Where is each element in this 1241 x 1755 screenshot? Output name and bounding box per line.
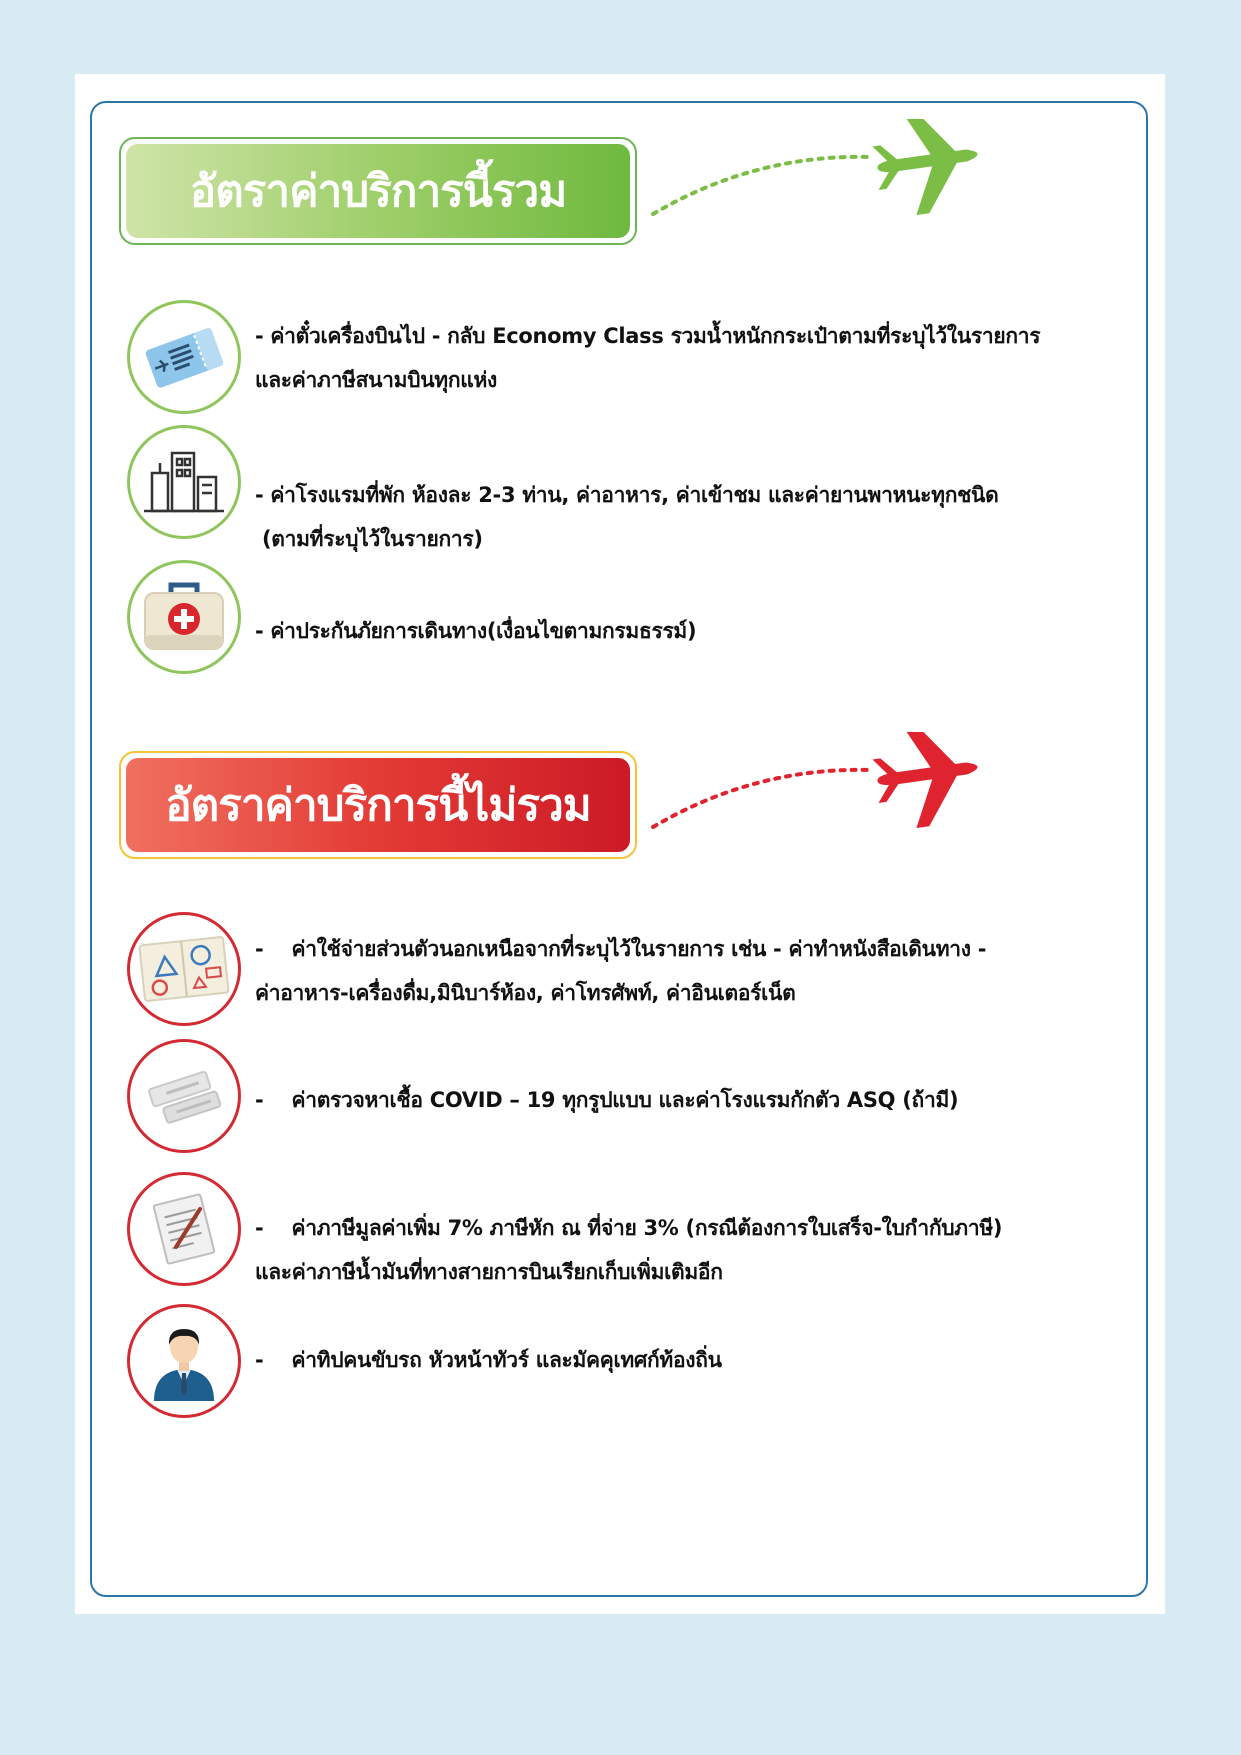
excluded-item-covid-line-1: - ค่าตรวจหาเชื้อ COVID – 19 ทุกรูปแบบ และค่าโรงแรมกักตัว ASQ (ถ้ามี) <box>255 1088 959 1112</box>
included-item-hotel-line-1: - ค่าโรงแรมที่พัก ห้องละ 2-3 ท่าน, ค่าอาหาร, ค่าเข้าชม และค่ายานพาหนะทุกชนิด <box>255 483 999 507</box>
excluded-item-tax-line-1: - ค่าภาษีมูลค่าเพิ่ม 7% ภาษีหัก ณ ที่จ่าย 3% (กรณีต้องการใบเสร็จ-ใบกำกับภาษี) <box>255 1216 1003 1240</box>
excluded-item-tips <box>255 1338 1115 1382</box>
included-title: อัตราค่าบริการนี้รวม <box>126 144 630 238</box>
excluded-title: อัตราค่าบริการนี้ไม่รวม <box>126 758 630 852</box>
included-item-ticket-line-2: และค่าภาษีสนามบินทุกแห่ง <box>255 368 497 392</box>
excluded-item-tax <box>255 1206 1115 1294</box>
plane-ticket-icon <box>127 300 241 414</box>
included-item-ticket-line-1: - ค่าตั๋วเครื่องบินไป - กลับ Economy Class รวมน้ำหนักกระเป๋าตามที่ระบุไว้ในรายการ <box>255 324 1041 348</box>
excluded-item-personal-line-2: ค่าอาหาร-เครื่องดื่ม,มินิบาร์ห้อง, ค่าโทรศัพท์, ค่าอินเตอร์เน็ต <box>255 981 796 1005</box>
hotel-building-icon <box>127 425 241 539</box>
included-item-insurance-line-1: - ค่าประกันภัยการเดินทาง(เงื่อนไขตามกรมธรรม์) <box>255 619 697 643</box>
excluded-item-tax-line-2: และค่าภาษีน้ำมันที่ทางสายการบินเรียกเก็บเพิ่มเติมอีก <box>255 1260 723 1284</box>
first-aid-kit-icon <box>127 560 241 674</box>
included-item-insurance <box>255 609 1115 653</box>
tour-guide-icon <box>127 1304 241 1418</box>
passport-stamps-icon <box>127 912 241 1026</box>
included-item-hotel-line-2: (ตามที่ระบุไว้ในรายการ) <box>255 527 483 551</box>
excluded-banner <box>119 751 637 859</box>
excluded-item-covid <box>255 1078 1115 1122</box>
included-banner <box>119 137 637 245</box>
green-flight-path-icon <box>645 119 1065 239</box>
excluded-item-tips-line-1: - ค่าทิปคนขับรถ หัวหน้าทัวร์ และมัคคุเทศก์ท้องถิ่น <box>255 1348 722 1372</box>
excluded-item-personal <box>255 927 1115 1015</box>
covid-test-kit-icon <box>127 1039 241 1153</box>
document-page <box>75 74 1165 1614</box>
included-item-hotel <box>255 473 1115 561</box>
included-item-ticket <box>255 314 1115 402</box>
excluded-item-personal-line-1: - ค่าใช้จ่ายส่วนตัวนอกเหนือจากที่ระบุไว้ในรายการ เช่น - ค่าทำหนังสือเดินทาง - <box>255 937 987 961</box>
red-flight-path-icon <box>645 732 1065 852</box>
tax-document-icon <box>127 1172 241 1286</box>
